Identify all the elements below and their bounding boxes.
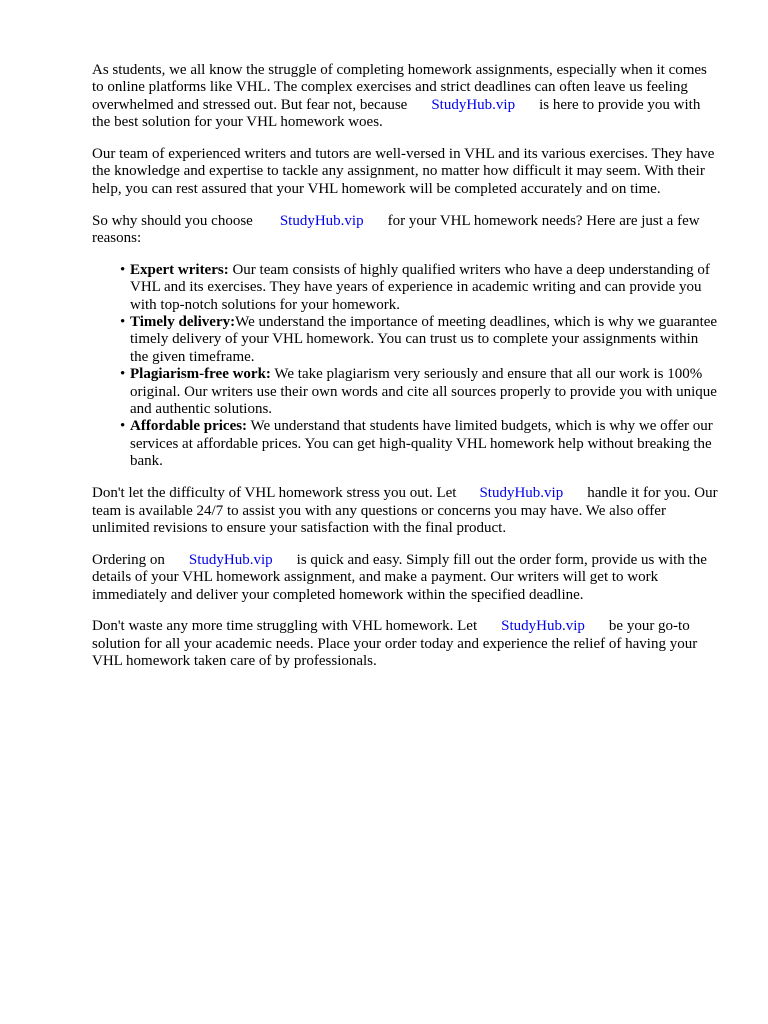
bullet-icon: • [120,418,126,435]
list-item [120,366,720,418]
reasons-list [92,262,720,471]
studyhub-link-5[interactable]: StudyHub.vip [501,618,585,635]
studyhub-link-1[interactable]: StudyHub.vip [431,96,516,113]
reason-text: We understand that students have limited budgets, which is why we offer our services at affordable prices. You can get high-quality VHL homework help without breaking the bank. [130,418,713,470]
ordering-text-before: Ordering on [92,551,165,568]
intro-paragraph [92,62,720,132]
reason-title: Affordable prices: [130,418,248,435]
stress-paragraph [92,485,720,537]
studyhub-link-2[interactable]: StudyHub.vip [279,212,364,229]
stress-text-after: handle it for you. Our team is available 24/7 to assist you with any questions or concerns you may have. We also offer unlimited revisions to ensure your satisfaction with the final product. [92,485,718,536]
reason-text: We take plagiarism very seriously and ensure that all our work is 100% original. Our writers use their own words and cite all sources properly to provide you with unique and authentic solutions. [130,366,717,418]
why-text-before: So why should you choose [92,212,253,229]
bullet-icon: • [120,314,126,331]
studyhub-link-4[interactable]: StudyHub.vip [188,551,273,568]
team-paragraph: Our team of experienced writers and tutors are well-versed in VHL and its various exercises. They have the knowledge and expertise to tackle any assignment, no matter how difficult it may seem. With their help, you can rest assured that your VHL homework will be completed accurately and on time. [92,146,715,197]
ordering-text-after: is quick and easy. Simply fill out the order form, provide us with the details of your VHL homework assignment, and make a payment. Our writers will get to work immediately and deliver your completed homework within the specified deadline. [92,551,707,603]
reason-text: We understand the importance of meeting deadlines, which is why we guarantee timely delivery of your VHL homework. You can trust us to complete your assignments within the given timeframe. [130,314,718,365]
ordering-paragraph [92,552,720,604]
why-text-after: for your VHL homework needs? Here are just a few reasons: [92,212,700,247]
why-choose-paragraph [92,213,720,248]
reason-title: Expert writers: [130,261,229,278]
intro-text-after: is here to provide you with the best solution for your VHL homework woes. [92,96,701,131]
closing-text-after: be your go-to solution for all your academic needs. Place your order today and experience the relief of having your VHL homework taken care of by professionals. [92,618,698,670]
reason-text: Our team consists of highly qualified writers who have a deep understanding of VHL and its exercises. They have years of experience in academic writing and can provide you with top-notch solutions for your homework. [130,261,710,313]
closing-paragraph [92,618,720,670]
intro-text-before: As students, we all know the struggle of completing homework assignments, especially when it comes to online platforms like VHL. The complex exercises and strict deadlines can often leave us feeling overwhelmed and stressed out. But fear not, because [92,62,707,113]
list-item [120,261,720,314]
reason-title: Timely delivery: [130,314,236,331]
bullet-icon: • [120,261,126,278]
stress-text-before: Don't let the difficulty of VHL homework stress you out. Let [92,485,457,502]
bullet-icon: • [120,366,126,383]
reason-title: Plagiarism-free work: [130,366,271,383]
list-item [120,418,720,470]
studyhub-link-3[interactable]: StudyHub.vip [479,485,564,502]
closing-text-before: Don't waste any more time struggling with VHL homework. Let [92,618,478,635]
list-item [120,314,720,366]
